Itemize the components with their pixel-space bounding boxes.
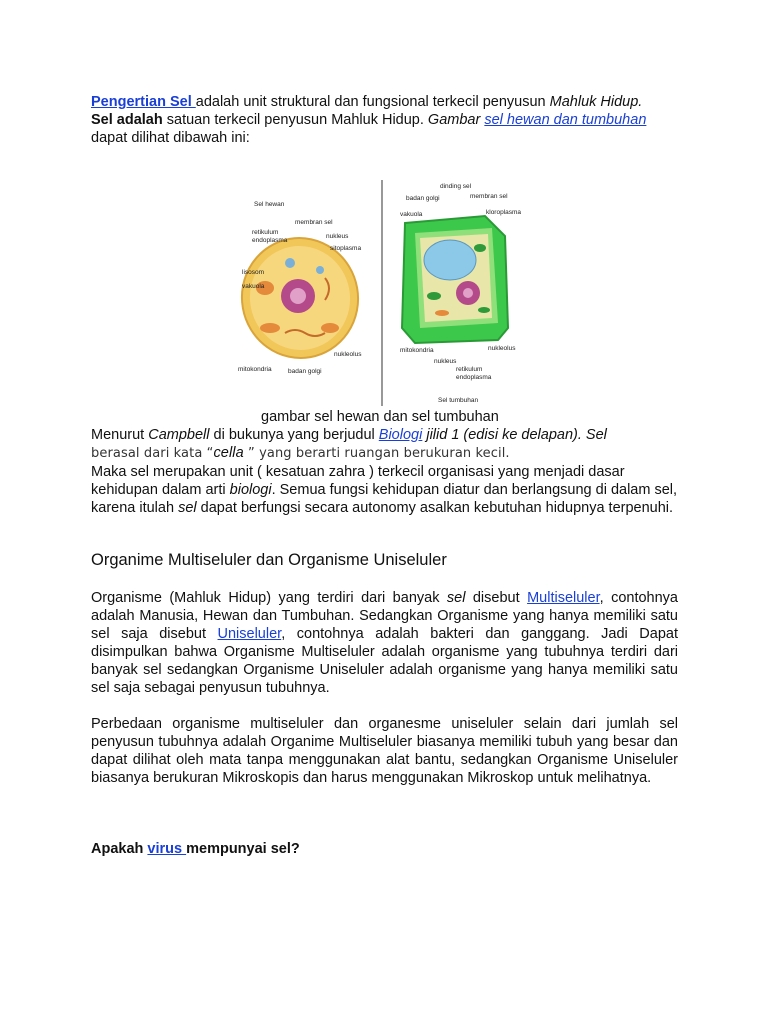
animal-label-4: sitoplasma xyxy=(330,245,362,252)
p1-d: , contohnya adalah bakteri dan ganggang. Jadi Dapat disimpulkan bahwa Organisme Multiseluler adalah organisme yang tubuhnya terdiri dari banyak sel sedangkan Organisme Uniseluler adalah organisme yang hanya memiliki satu sel saja sebagai penyusun tubuhnya. xyxy=(91,626,678,696)
campbell-text-1: Menurut xyxy=(91,427,149,443)
link-uniseluler[interactable]: Uniseluler xyxy=(217,626,282,642)
cell-figure xyxy=(230,178,530,408)
section-paragraph-2: Perbedaan organisme multiseluler dan organesme uniseluler selain dari jumlah sel penyusun tubuhnya adalah Organime Multiseluler biasanya memiliki tubuh yang besar dan dapat dilihat oleh mata tanpa menggunakan alat bantu, sedangkan Organisme Uniseluler biasanya berukuran Mikroskopis dan harus menggunakan Mikroskop untuk melihatnya. xyxy=(91,716,678,786)
plant-title: Sel tumbuhan xyxy=(438,397,479,404)
plant-label-3: vakuola xyxy=(400,211,423,218)
campbell-edition: jilid 1 (edisi ke delapan). Sel xyxy=(422,427,607,443)
link-virus[interactable]: virus xyxy=(147,841,187,857)
plant-label-2: membran sel xyxy=(470,193,508,200)
plant-label-5: mitokondria xyxy=(400,347,434,354)
p1-sel: sel xyxy=(446,590,466,606)
campbell-cella: cella xyxy=(213,445,244,461)
link-sel-hewan-tumbuhan[interactable]: sel hewan dan tumbuhan xyxy=(484,112,647,128)
animal-label-6: vakuola xyxy=(242,283,265,290)
plant-cell-illustration xyxy=(402,216,508,343)
campbell-p2-biologi: biologi xyxy=(229,482,272,498)
campbell-author: Campbell xyxy=(148,427,210,443)
intro-text-1: adalah unit struktural dan fungsional terkecil penyusun xyxy=(195,94,550,110)
intro-text-2: satuan terkecil penyusun Mahluk Hidup. xyxy=(162,112,428,128)
plant-label-7: nukleus xyxy=(434,358,457,365)
plant-label-0: dinding sel xyxy=(440,183,472,190)
animal-label-1: retikulum xyxy=(252,229,279,236)
plant-label-4: kloroplasma xyxy=(486,209,522,216)
link-pengertian-sel[interactable]: Pengertian Sel xyxy=(91,94,196,110)
intro-paragraph xyxy=(91,93,678,147)
campbell-text-2: di bukunya yang berjudul xyxy=(209,427,379,443)
animal-label-0: membran sel xyxy=(295,219,333,226)
question-line xyxy=(91,840,678,858)
campbell-p2-b: . Semua fungsi kehidupan diatur dan berlangsung di dalam sel, karena itulah xyxy=(91,482,678,516)
animal-label-3: nukleus xyxy=(326,233,349,240)
animal-label-5: lisosom xyxy=(242,269,265,276)
campbell-p2-c: dapat berfungsi secara autonomy asalkan kebutuhan hidupnya terpenuhi. xyxy=(196,500,674,516)
question-b: mempunyai sel? xyxy=(186,841,300,857)
plant-label-8: retikulum xyxy=(456,366,483,373)
plant-label-9: endoplasma xyxy=(456,374,492,381)
campbell-p2-a: Maka sel merupakan unit ( kesatuan zahra ) terkecil organisasi yang menjadi dasar kehidupan dalam arti xyxy=(91,464,625,498)
campbell-line2-a: berasal dari kata “ xyxy=(91,446,214,461)
campbell-line2-b: ” yang berarti ruangan berukuran kecil. xyxy=(243,446,510,461)
p1-a: Organisme (Mahluk Hidup) yang terdiri dari banyak xyxy=(91,590,447,606)
intro-text-3: dapat dilihat dibawah ini: xyxy=(91,130,250,146)
animal-label-2: endoplasma xyxy=(252,237,288,244)
intro-text-2-italic: Gambar xyxy=(427,112,485,128)
plant-label-1: badan golgi xyxy=(406,195,440,202)
figure-caption: gambar sel hewan dan sel tumbuhan xyxy=(261,409,499,425)
intro-bold: Sel adalah xyxy=(91,112,163,128)
p1-c: , contohnya adalah Manusia, Hewan dan Tumbuhan. Sedangkan Organisme yang hanya memiliki satu sel saja disebut xyxy=(91,590,678,642)
question-a: Apakah xyxy=(91,841,148,857)
link-biologi[interactable]: Biologi xyxy=(378,427,423,443)
intro-text-1-italic: Mahluk Hidup. xyxy=(549,94,643,110)
animal-label-7: nukleolus xyxy=(334,351,362,358)
plant-label-6: nukleolus xyxy=(488,345,516,352)
animal-label-8: mitokondria xyxy=(238,366,272,373)
animal-title: Sel hewan xyxy=(254,201,285,208)
animal-label-9: badan golgi xyxy=(288,368,322,375)
section-heading: Organime Multiseluler dan Organisme Uniseluler xyxy=(91,551,447,569)
section-paragraph-1 xyxy=(91,589,678,697)
campbell-p2-sel: sel xyxy=(178,500,197,516)
link-multiseluler[interactable]: Multiseluler xyxy=(527,590,600,606)
campbell-paragraph xyxy=(91,426,678,517)
p1-b: disebut xyxy=(465,590,528,606)
